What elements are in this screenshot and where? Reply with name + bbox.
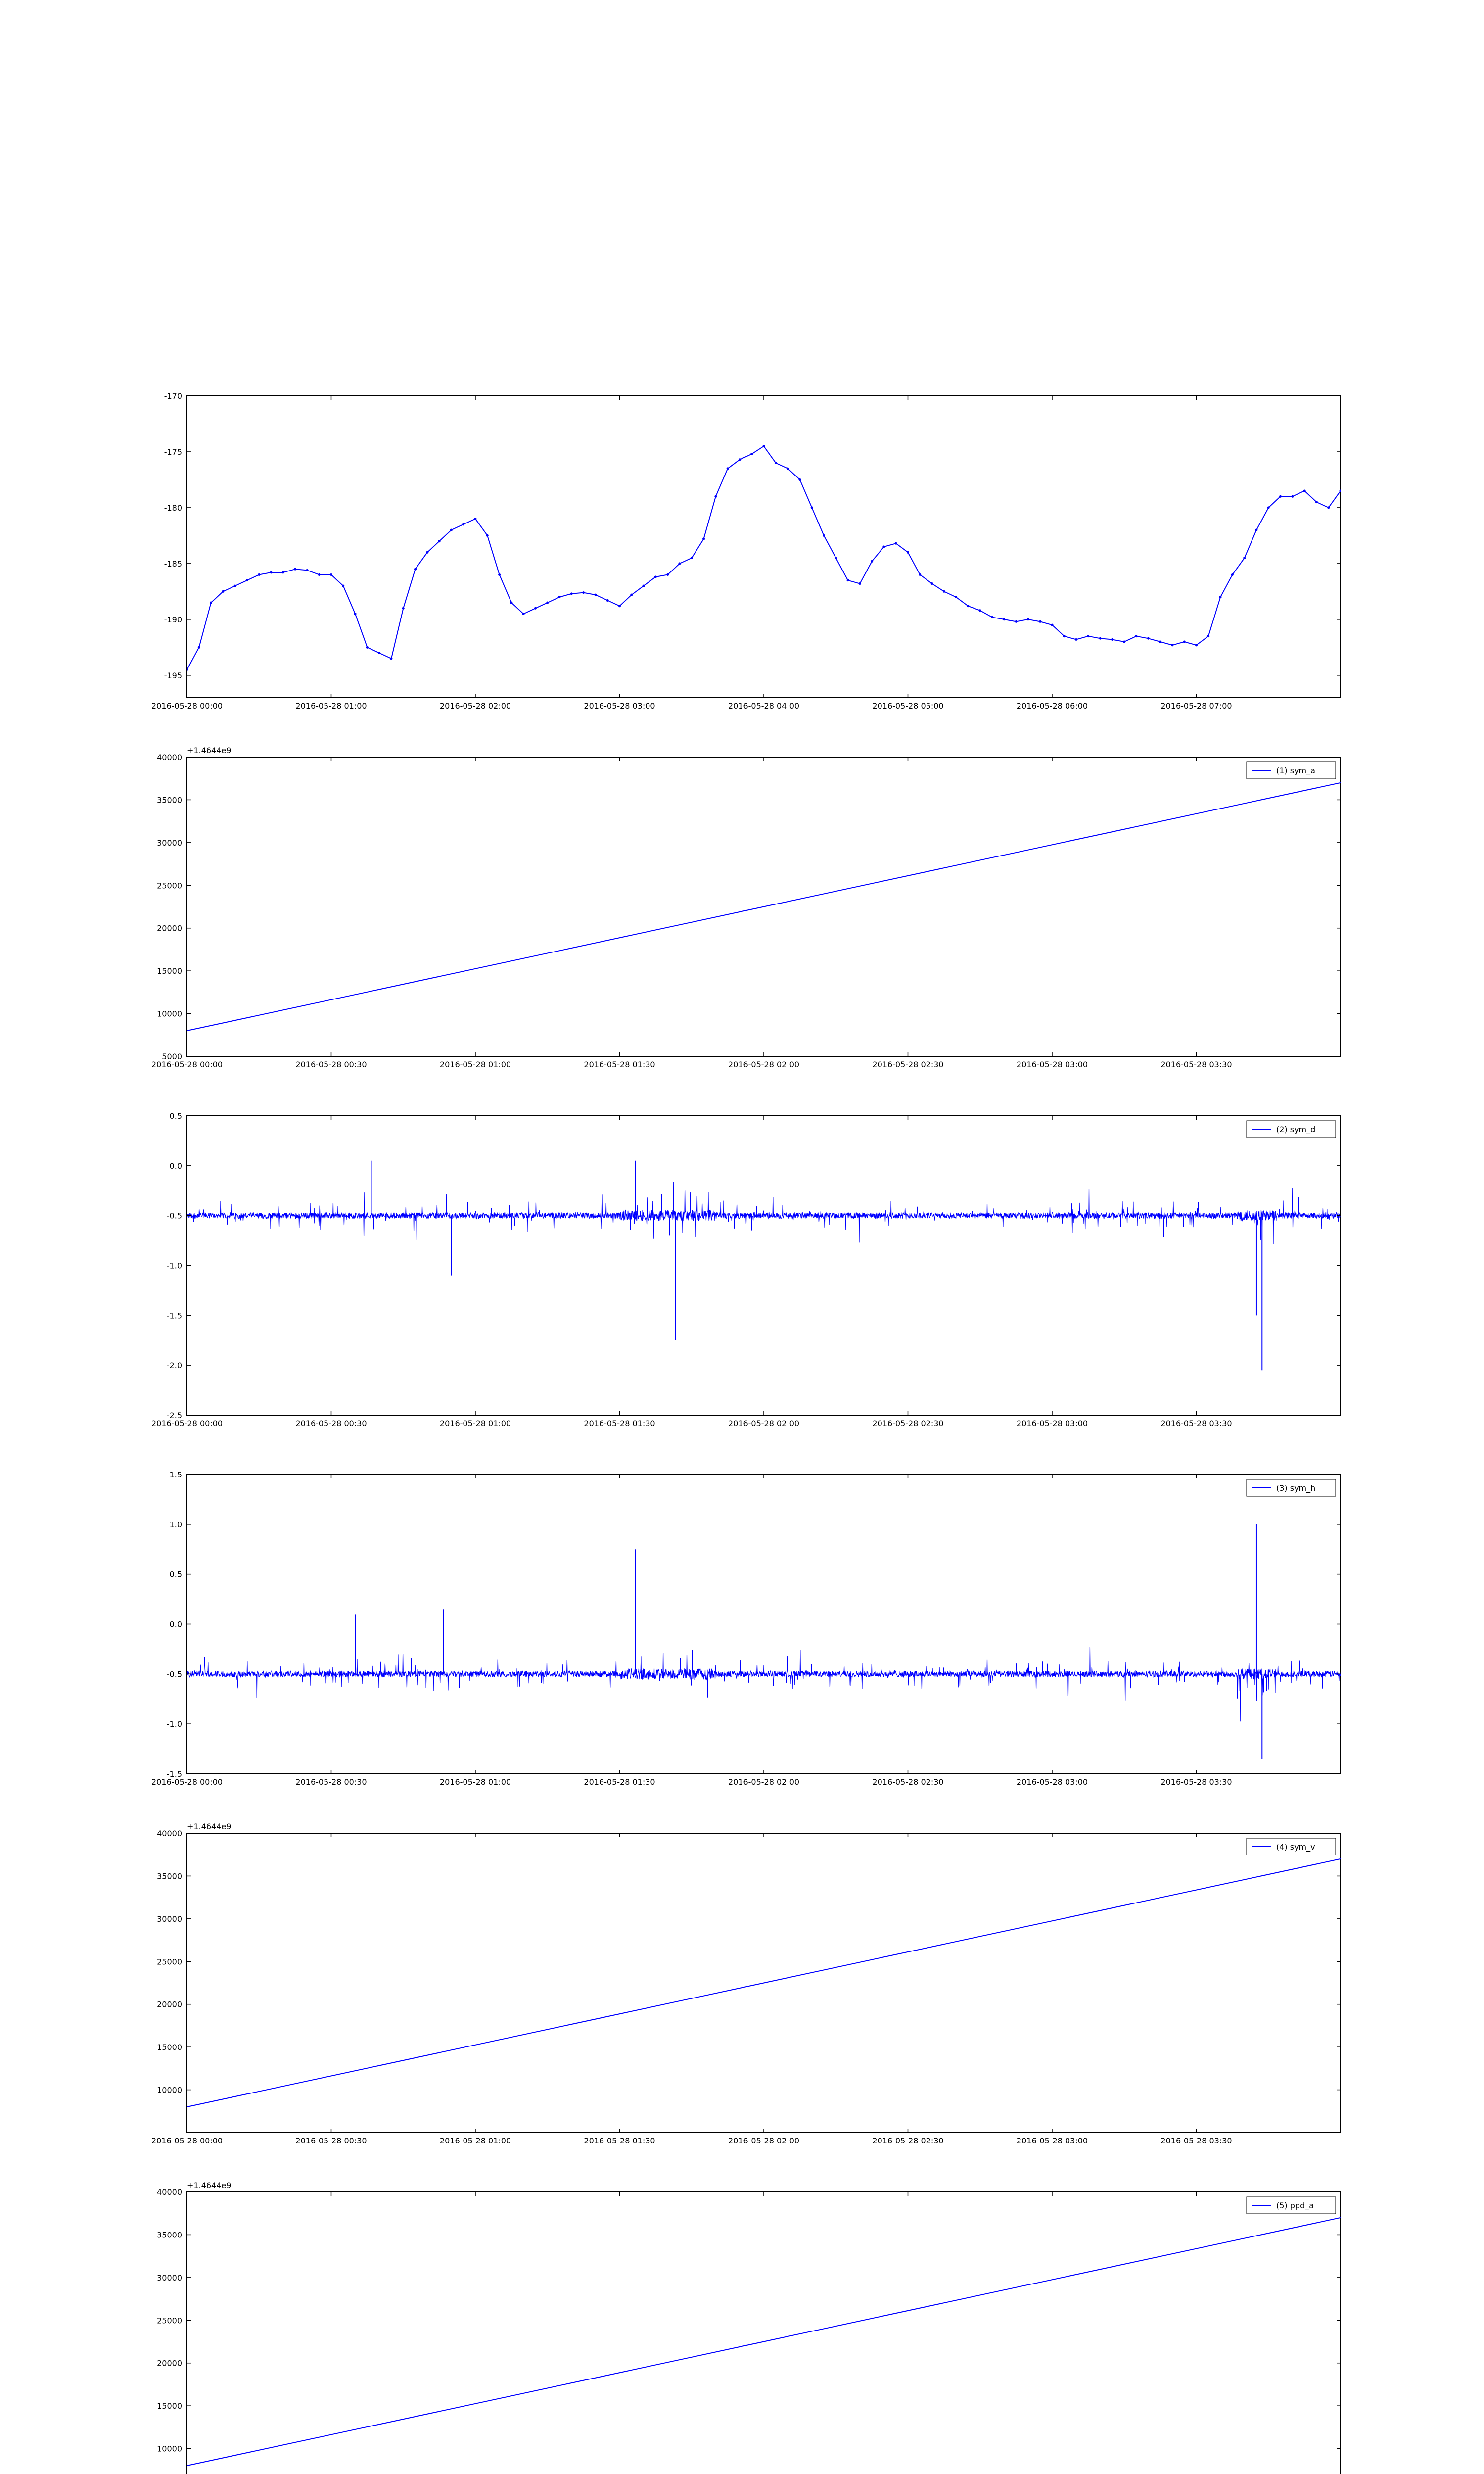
x-tick-label: 2016-05-28 00:30 bbox=[295, 2136, 367, 2145]
data-point bbox=[522, 613, 525, 615]
data-point bbox=[1183, 641, 1186, 643]
y-tick-label: 0.0 bbox=[169, 1619, 182, 1629]
data-point bbox=[606, 599, 609, 602]
data-point bbox=[342, 585, 344, 587]
data-point bbox=[534, 607, 537, 610]
x-tick-label: 2016-05-28 02:30 bbox=[872, 2136, 944, 2145]
plot-frame bbox=[187, 2192, 1341, 2474]
legend-label: (5) ppd_a bbox=[1276, 2201, 1314, 2210]
data-point bbox=[390, 657, 392, 660]
y-tick-label: -1.0 bbox=[166, 1261, 182, 1271]
y-tick-label: 15000 bbox=[157, 2401, 182, 2411]
data-point bbox=[1219, 596, 1222, 598]
y-tick-label: 35000 bbox=[157, 795, 182, 805]
data-point bbox=[1279, 495, 1282, 498]
data-point bbox=[775, 462, 777, 464]
data-point bbox=[1171, 644, 1173, 646]
data-point bbox=[1340, 490, 1342, 492]
data-point bbox=[943, 590, 945, 593]
data-point bbox=[1315, 501, 1318, 503]
y-tick-label: 1.5 bbox=[169, 1470, 182, 1479]
x-tick-label: 2016-05-28 00:00 bbox=[151, 1060, 223, 1069]
y-tick-label: 30000 bbox=[157, 838, 182, 848]
data-point bbox=[462, 523, 464, 525]
y-tick-label: 0.0 bbox=[169, 1161, 182, 1171]
data-point bbox=[895, 542, 897, 545]
data-point bbox=[931, 582, 933, 585]
x-tick-label: 2016-05-28 03:30 bbox=[1160, 2136, 1232, 2145]
y-tick-label: 10000 bbox=[157, 2444, 182, 2454]
x-tick-label: 2016-05-28 00:00 bbox=[151, 2136, 223, 2145]
chart-panel-2 bbox=[151, 1111, 1341, 1428]
x-tick-label: 2016-05-28 01:30 bbox=[584, 1777, 655, 1787]
data-point bbox=[558, 596, 561, 598]
x-tick-label: 2016-05-28 02:00 bbox=[728, 1777, 800, 1787]
x-tick-label: 2016-05-28 00:30 bbox=[295, 1419, 367, 1428]
y-tick-label: 25000 bbox=[157, 1957, 182, 1967]
data-point bbox=[546, 601, 549, 604]
data-point bbox=[1075, 638, 1077, 641]
y-tick-label: 25000 bbox=[157, 881, 182, 891]
x-tick-label: 2016-05-28 01:00 bbox=[439, 1419, 511, 1428]
data-point bbox=[691, 557, 693, 559]
x-tick-label: 2016-05-28 02:00 bbox=[728, 2136, 800, 2145]
data-point bbox=[354, 613, 357, 615]
offset-label: +1.4644e9 bbox=[187, 1822, 232, 1831]
data-point bbox=[594, 594, 597, 596]
x-tick-label: 2016-05-28 03:00 bbox=[1016, 2136, 1088, 2145]
data-point bbox=[798, 478, 801, 481]
x-tick-label: 2016-05-28 03:30 bbox=[1160, 1060, 1232, 1069]
data-point bbox=[498, 573, 501, 576]
data-point bbox=[234, 585, 236, 587]
plot-frame bbox=[187, 1475, 1341, 1774]
data-point bbox=[270, 571, 273, 573]
data-point bbox=[714, 495, 717, 498]
legend-label: (4) sym_v bbox=[1276, 1842, 1315, 1852]
data-point bbox=[186, 668, 188, 671]
x-tick-label: 2016-05-28 01:30 bbox=[584, 2136, 655, 2145]
y-tick-label: -1.0 bbox=[166, 1719, 182, 1729]
x-tick-label: 2016-05-28 01:00 bbox=[439, 1060, 511, 1069]
data-point bbox=[618, 605, 621, 607]
legend-label: (3) sym_h bbox=[1276, 1483, 1316, 1493]
y-tick-label: 35000 bbox=[157, 1871, 182, 1881]
y-tick-label: 20000 bbox=[157, 923, 182, 933]
plot-frame bbox=[187, 1116, 1341, 1415]
data-point bbox=[643, 585, 645, 587]
y-tick-label: -0.5 bbox=[166, 1211, 182, 1221]
data-point bbox=[1147, 637, 1150, 640]
x-tick-label: 2016-05-28 00:00 bbox=[151, 1777, 223, 1787]
y-tick-label: -2.0 bbox=[166, 1361, 182, 1371]
data-point bbox=[222, 590, 224, 593]
x-tick-label: 2016-05-28 02:00 bbox=[439, 701, 511, 711]
data-point bbox=[859, 582, 861, 585]
y-tick-label: 10000 bbox=[157, 2085, 182, 2095]
data-point bbox=[1039, 620, 1041, 623]
data-point bbox=[1207, 635, 1209, 637]
y-tick-label: 10000 bbox=[157, 1009, 182, 1019]
data-point bbox=[907, 551, 909, 554]
data-point bbox=[666, 573, 669, 576]
data-point bbox=[847, 579, 849, 581]
offset-label: +1.4644e9 bbox=[187, 2181, 232, 2190]
y-tick-label: 0.5 bbox=[169, 1111, 182, 1121]
y-tick-label: 20000 bbox=[157, 2358, 182, 2368]
data-point bbox=[1267, 506, 1270, 509]
y-tick-label: -175 bbox=[164, 447, 182, 457]
data-point bbox=[258, 573, 260, 576]
y-tick-label: -180 bbox=[164, 503, 182, 513]
data-point bbox=[330, 573, 332, 576]
y-tick-label: 30000 bbox=[157, 2273, 182, 2283]
data-point bbox=[426, 551, 428, 554]
data-point bbox=[210, 601, 212, 604]
x-tick-label: 2016-05-28 02:30 bbox=[872, 1060, 944, 1069]
data-point bbox=[450, 529, 453, 531]
x-tick-label: 2016-05-28 03:30 bbox=[1160, 1419, 1232, 1428]
data-point bbox=[811, 506, 813, 509]
chart-panel-4 bbox=[151, 1822, 1341, 2145]
data-point bbox=[1243, 557, 1246, 559]
data-point bbox=[1291, 495, 1294, 498]
legend bbox=[1247, 762, 1336, 779]
y-tick-label: -1.5 bbox=[166, 1769, 182, 1779]
x-tick-label: 2016-05-28 03:00 bbox=[1016, 1419, 1088, 1428]
data-point bbox=[306, 569, 308, 571]
data-point bbox=[1015, 620, 1018, 623]
data-point bbox=[414, 568, 417, 571]
x-tick-label: 2016-05-28 01:00 bbox=[439, 1777, 511, 1787]
legend-label: (1) sym_a bbox=[1276, 766, 1315, 775]
chart-panel-0 bbox=[151, 391, 1342, 711]
x-tick-label: 2016-05-28 00:00 bbox=[151, 1419, 223, 1428]
y-tick-label: -0.5 bbox=[166, 1669, 182, 1679]
data-point bbox=[1003, 618, 1005, 620]
x-tick-label: 2016-05-28 07:00 bbox=[1160, 701, 1232, 711]
y-tick-label: 30000 bbox=[157, 1914, 182, 1924]
data-point bbox=[294, 568, 296, 571]
x-tick-label: 2016-05-28 02:30 bbox=[872, 1419, 944, 1428]
x-tick-label: 2016-05-28 05:00 bbox=[872, 701, 944, 711]
legend bbox=[1247, 1121, 1336, 1138]
data-point bbox=[763, 445, 765, 447]
chart-panel-3 bbox=[151, 1470, 1341, 1787]
data-point bbox=[750, 453, 753, 455]
data-point bbox=[438, 540, 441, 542]
data-point bbox=[678, 562, 681, 565]
data-point bbox=[474, 518, 477, 520]
x-tick-label: 2016-05-28 02:00 bbox=[728, 1060, 800, 1069]
data-point bbox=[198, 646, 200, 649]
data-point bbox=[1087, 635, 1089, 637]
data-point bbox=[1195, 644, 1198, 646]
x-tick-label: 2016-05-28 01:30 bbox=[584, 1419, 655, 1428]
y-tick-label: -190 bbox=[164, 615, 182, 624]
data-point bbox=[1231, 573, 1234, 576]
x-tick-label: 2016-05-28 02:30 bbox=[872, 1777, 944, 1787]
data-point bbox=[1099, 637, 1102, 640]
data-point bbox=[967, 605, 969, 607]
data-point bbox=[1159, 641, 1161, 643]
x-tick-label: 2016-05-28 01:00 bbox=[295, 701, 367, 711]
offset-label: +1.4644e9 bbox=[187, 746, 232, 755]
data-point bbox=[570, 592, 573, 595]
data-point bbox=[630, 594, 633, 596]
x-tick-label: 2016-05-28 02:00 bbox=[728, 1419, 800, 1428]
data-point bbox=[318, 573, 321, 576]
data-point bbox=[1135, 635, 1138, 637]
data-point bbox=[871, 560, 873, 563]
data-point bbox=[991, 616, 993, 618]
data-point bbox=[1051, 624, 1054, 626]
data-point bbox=[510, 601, 512, 604]
x-tick-label: 2016-05-28 00:30 bbox=[295, 1060, 367, 1069]
y-tick-label: 40000 bbox=[157, 753, 182, 762]
y-tick-label: 15000 bbox=[157, 2043, 182, 2052]
data-point bbox=[835, 557, 837, 559]
x-tick-label: 2016-05-28 00:30 bbox=[295, 1777, 367, 1787]
y-tick-label: 15000 bbox=[157, 966, 182, 976]
y-tick-label: -195 bbox=[164, 670, 182, 680]
data-point bbox=[787, 467, 789, 470]
data-point bbox=[955, 596, 957, 598]
data-point bbox=[402, 607, 405, 610]
data-point bbox=[1027, 618, 1029, 620]
data-point bbox=[739, 458, 741, 461]
x-tick-label: 2016-05-28 03:30 bbox=[1160, 1777, 1232, 1787]
x-tick-label: 2016-05-28 03:00 bbox=[1016, 1060, 1088, 1069]
x-tick-label: 2016-05-28 03:00 bbox=[1016, 1777, 1088, 1787]
data-point bbox=[654, 576, 657, 578]
data-point bbox=[1255, 529, 1257, 531]
x-tick-label: 2016-05-28 03:00 bbox=[584, 701, 655, 711]
data-point bbox=[882, 546, 885, 548]
data-point bbox=[919, 573, 921, 576]
legend-label: (2) sym_d bbox=[1276, 1125, 1316, 1134]
data-point bbox=[823, 534, 825, 537]
data-point bbox=[282, 571, 284, 573]
y-tick-label: -185 bbox=[164, 559, 182, 569]
data-point bbox=[727, 467, 729, 470]
data-point bbox=[366, 646, 369, 649]
y-tick-label: 1.0 bbox=[169, 1520, 182, 1529]
legend bbox=[1247, 1479, 1336, 1496]
y-tick-label: 25000 bbox=[157, 2316, 182, 2326]
x-tick-label: 2016-05-28 01:00 bbox=[439, 2136, 511, 2145]
data-point bbox=[246, 579, 248, 581]
data-point bbox=[378, 652, 380, 654]
x-tick-label: 2016-05-28 04:00 bbox=[728, 701, 800, 711]
data-point bbox=[1111, 638, 1113, 641]
legend bbox=[1247, 1838, 1336, 1855]
plot-frame bbox=[187, 396, 1341, 698]
chart-panel-1 bbox=[151, 746, 1341, 1069]
y-tick-label: 35000 bbox=[157, 2230, 182, 2240]
data-point bbox=[1303, 490, 1306, 492]
chart-panel-5 bbox=[151, 2181, 1341, 2474]
y-tick-label: 40000 bbox=[157, 2188, 182, 2197]
data-point bbox=[702, 538, 705, 540]
y-tick-label: -170 bbox=[164, 391, 182, 401]
data-point bbox=[1123, 641, 1125, 643]
y-tick-label: 5000 bbox=[162, 1052, 182, 1061]
y-tick-label: 20000 bbox=[157, 1999, 182, 2009]
x-tick-label: 2016-05-28 06:00 bbox=[1016, 701, 1088, 711]
data-point bbox=[582, 591, 585, 594]
x-tick-label: 2016-05-28 01:30 bbox=[584, 1060, 655, 1069]
x-tick-label: 2016-05-28 00:00 bbox=[151, 701, 223, 711]
data-point bbox=[486, 534, 489, 537]
data-point bbox=[1327, 506, 1330, 509]
data-point bbox=[1063, 635, 1066, 637]
y-tick-label: 40000 bbox=[157, 1829, 182, 1838]
y-tick-label: -2.5 bbox=[166, 1411, 182, 1420]
data-point bbox=[979, 609, 981, 612]
y-tick-label: 0.5 bbox=[169, 1570, 182, 1579]
y-tick-label: -1.5 bbox=[166, 1311, 182, 1321]
legend bbox=[1247, 2197, 1336, 2214]
